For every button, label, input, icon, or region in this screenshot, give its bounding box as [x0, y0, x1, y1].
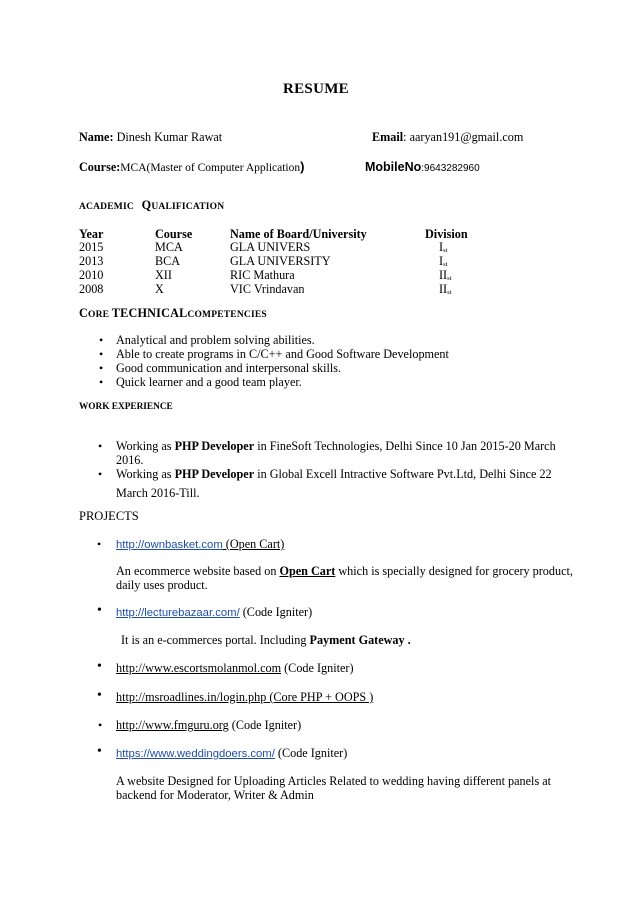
row-division: IIst — [439, 268, 452, 282]
row-year: 2010 — [79, 268, 104, 282]
course-paren: ) — [300, 159, 305, 174]
bullet-icon: • — [99, 347, 104, 361]
name-value: Dinesh Kumar Rawat — [116, 130, 223, 144]
academic-heading-q: Q — [141, 198, 152, 212]
core-heading-c: C — [79, 306, 89, 320]
bullet-icon: • — [98, 718, 103, 732]
project-1-tag: (Open Cart) — [222, 537, 285, 551]
course-line — [79, 160, 304, 175]
bullet-icon: • — [97, 537, 102, 551]
bullet-icon: • — [97, 603, 102, 618]
project-6-desc: A website Designed for Uploading Articles Related to wedding having different panels at backend for Moderator, Writer & Admin — [116, 774, 552, 802]
list-item: • Quick learner and a good team player. — [99, 375, 302, 389]
project-6 — [97, 744, 348, 761]
academic-heading — [79, 198, 224, 213]
row-division: Ist — [439, 254, 448, 268]
row-course: MCA — [155, 240, 183, 254]
course-value: MCA(Master of Computer Application — [120, 162, 301, 174]
row-course: XII — [155, 268, 172, 282]
row-year: 2013 — [79, 254, 104, 268]
academic-heading-a: ACADEMIC — [79, 202, 134, 212]
bullet-icon: • — [97, 688, 102, 703]
core-heading-ore: ORE — [88, 310, 110, 320]
work-heading: WORK EXPERIENCE — [79, 402, 173, 412]
row-board: RIC Mathura — [230, 268, 295, 282]
col-course: Course — [155, 227, 193, 241]
project-5-tag: (Code Igniter) — [228, 718, 302, 732]
list-item: • Good communication and interpersonal skills. — [99, 361, 342, 375]
page-title: RESUME — [283, 81, 349, 97]
row-board: GLA UNIVERSITY — [230, 254, 331, 268]
row-division: Ist — [439, 240, 448, 254]
list-item: • Analytical and problem solving abilities. — [99, 333, 315, 347]
course-label: Course: — [79, 160, 121, 174]
row-course: BCA — [155, 254, 181, 268]
project-2 — [97, 603, 313, 620]
name-line — [79, 130, 222, 144]
row-division: IIst — [439, 282, 452, 296]
bullet-icon: • — [99, 375, 104, 389]
col-board: Name of Board/University — [230, 227, 367, 241]
project-3 — [97, 659, 354, 675]
project-3-tag: (Code Igniter) — [281, 661, 354, 675]
project-3-link[interactable]: http://www.escortsmolanmol.com — [116, 661, 282, 675]
project-5 — [98, 718, 302, 732]
core-heading — [79, 306, 267, 321]
project-2-link[interactable]: http://lecturebazaar.com/ — [116, 607, 240, 619]
col-division: Division — [425, 227, 468, 241]
project-4-link[interactable]: http://msroadlines.in/login.php — [116, 690, 267, 704]
work-item-2: • Working as PHP Developer in Global Excell Intractive Software Pvt.Ltd, Delhi Since 22 March 2016-Till. — [98, 467, 552, 500]
bullet-icon: • — [98, 467, 103, 481]
project-5-link[interactable]: http://www.fmguru.org — [116, 718, 229, 732]
name-label: Name: — [79, 130, 114, 144]
email-label: Email — [372, 130, 404, 144]
row-board: GLA UNIVERS — [230, 240, 311, 254]
mobile-value: :9643282960 — [421, 163, 480, 174]
project-4 — [97, 688, 374, 704]
bullet-icon: • — [99, 361, 104, 375]
core-heading-rest: COMPETENCIES — [187, 310, 267, 320]
project-1 — [97, 537, 285, 552]
project-2-tag: (Code Igniter) — [239, 605, 313, 619]
academic-heading-rest: UALIFICATION — [151, 202, 225, 212]
mobile-label: MobileNo — [365, 160, 422, 174]
projects-heading: PROJECTS — [79, 509, 139, 523]
row-course: X — [155, 282, 164, 296]
col-year: Year — [79, 227, 104, 241]
bullet-icon: • — [97, 744, 102, 759]
project-4-tag: (Core PHP + OOPS ) — [266, 690, 374, 704]
core-list — [99, 333, 449, 389]
bullet-icon: • — [98, 439, 103, 453]
list-item: • Able to create programs in C/C++ and Good Software Development — [99, 347, 449, 361]
bullet-icon: • — [97, 659, 102, 674]
row-board: VIC Vrindavan — [230, 282, 305, 296]
email-line — [372, 130, 523, 144]
project-1-link[interactable]: http://ownbasket.com — [116, 539, 223, 551]
work-item-1: • Working as PHP Developer in FineSoft Technologies, Delhi Since 10 Jan 2015-20 March 2016. — [98, 439, 556, 467]
mobile-line — [365, 160, 480, 176]
core-heading-technical: TECHNICAL — [111, 306, 188, 320]
project-1-desc: An ecommerce website based on Open Cart which is specially designed for grocery product, daily uses product. — [116, 564, 573, 592]
row-year: 2015 — [79, 240, 104, 254]
row-year: 2008 — [79, 282, 104, 296]
email-value: : aaryan191@gmail.com — [403, 130, 524, 144]
bullet-icon: • — [99, 333, 104, 347]
project-6-link[interactable]: https://www.weddingdoers.com/ — [116, 748, 275, 760]
project-6-tag: (Code Igniter) — [274, 746, 348, 760]
project-2-desc: It is an e-commerces portal. Including Payment Gateway . — [121, 633, 411, 647]
